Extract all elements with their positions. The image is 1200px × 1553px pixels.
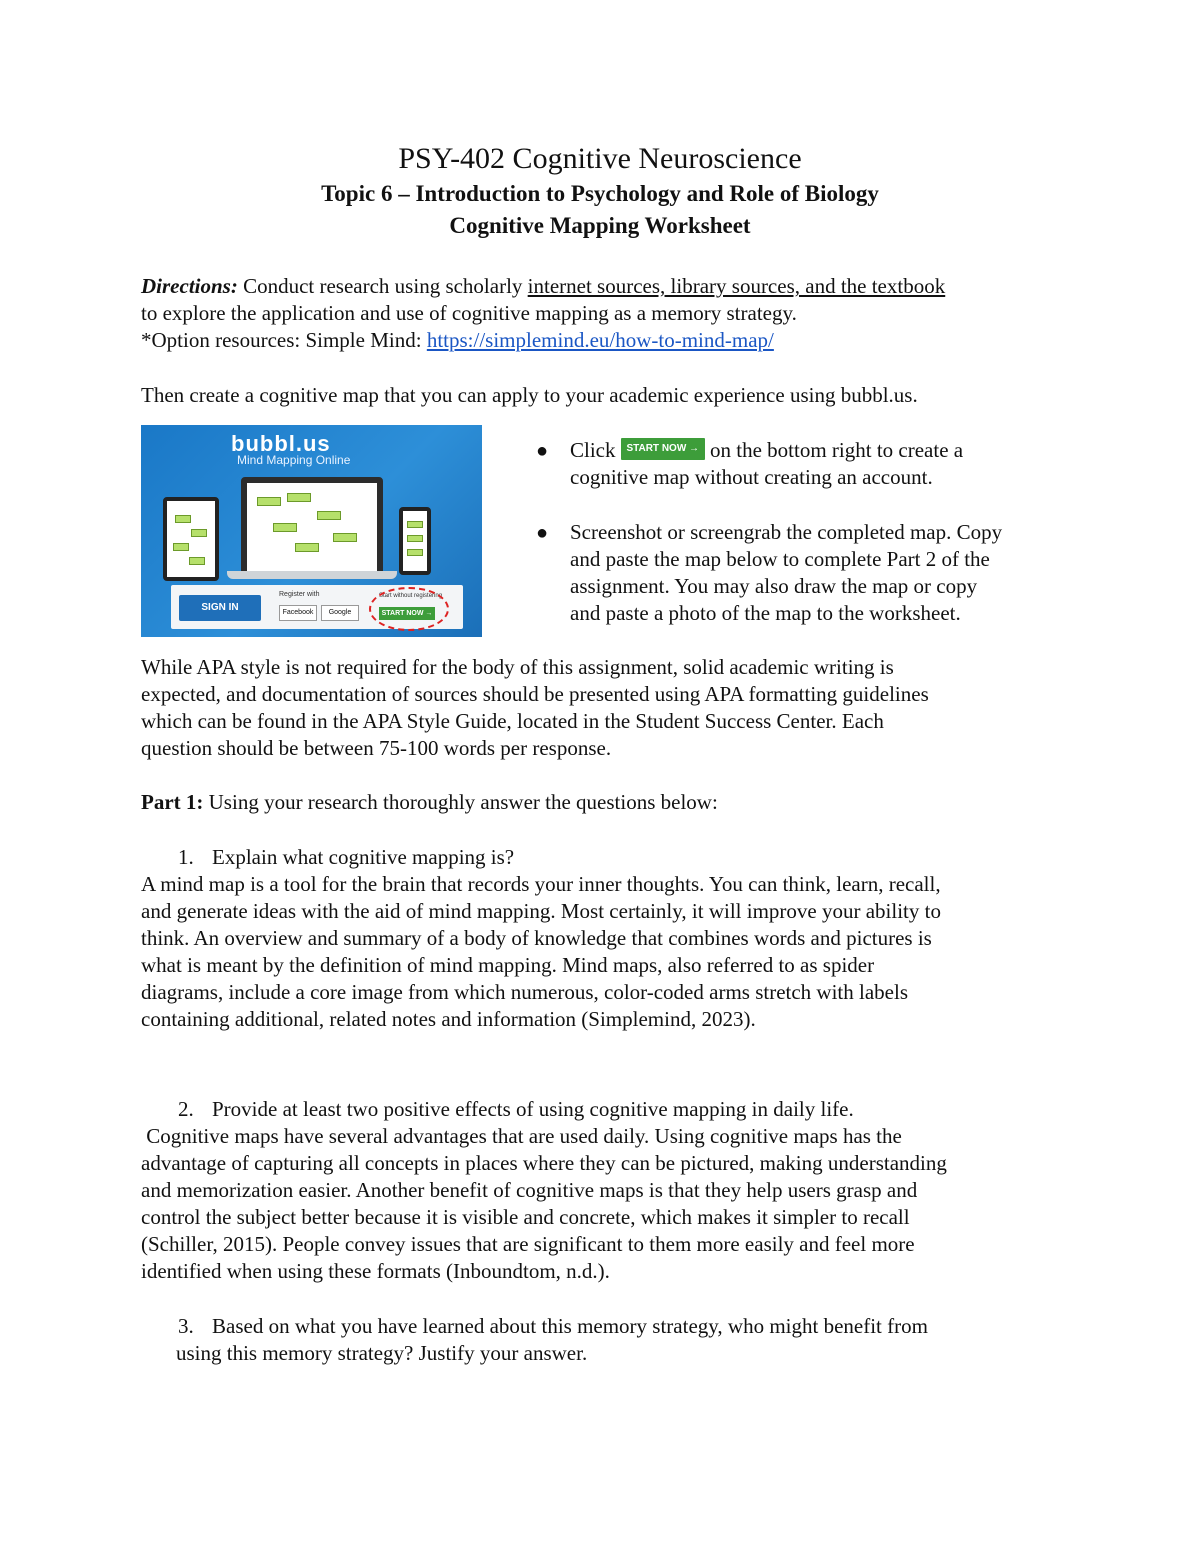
q2-question: Provide at least two positive effects of using cognitive mapping in daily life. [212, 1097, 854, 1121]
laptop-base [227, 571, 397, 579]
topic-heading: Topic 6 – Introduction to Psychology and Role of Biology [321, 181, 879, 206]
q3-question-line-1: Based on what you have learned about this memory strategy, who might benefit from [212, 1314, 928, 1338]
start-now-mini-button: START NOW → [379, 607, 435, 620]
part1-instructions: Using your research thoroughly answer the questions below: [203, 790, 718, 814]
part1-heading [141, 789, 718, 816]
bubblus-tagline: Mind Mapping Online [237, 453, 351, 467]
sources-underlined: internet sources, library sources, and the textbook [527, 274, 946, 298]
google-button: Google [321, 605, 359, 621]
q2-answer-line-6: identified when using these formats (Inboundtom, n.d.). [141, 1259, 610, 1283]
part1-label: Part 1: [141, 790, 204, 814]
bullet-dot-1: ● [536, 440, 549, 462]
bullet-2-line-2: and paste the map below to complete Part 2 of the [570, 547, 990, 571]
bottom-right-text: on the bottom right to create a [704, 438, 964, 462]
simplemind-link[interactable]: https://simplemind.eu/how-to-mind-map/ [426, 328, 774, 352]
q2-answer-line-1: Cognitive maps have several advantages that are used daily. Using cognitive maps has the [141, 1124, 902, 1148]
q2-answer-line-5: (Schiller, 2015). People convey issues that are significant to them more easily and feel more [141, 1232, 915, 1256]
click-text: Click [570, 438, 621, 462]
register-label: Register with [279, 591, 320, 598]
document-title: PSY-402 Cognitive Neuroscience [398, 142, 802, 175]
q1-answer-line-4: what is meant by the definition of mind mapping. Mind maps, also referred to as spider [141, 953, 875, 977]
q3-question-line-2: using this memory strategy? Justify your answer. [176, 1341, 588, 1365]
directions-line-3 [141, 327, 774, 354]
q1-answer-line-1: A mind map is a tool for the brain that records your inner thoughts. You can think, learn, recall, [141, 872, 941, 896]
bullet-2-line-3: assignment. You may also draw the map or copy [570, 574, 978, 598]
facebook-button: Facebook [279, 605, 317, 621]
bullet-dot-2: ● [536, 522, 549, 544]
bullet-2-line-1: Screenshot or screengrab the completed map. Copy [570, 520, 1003, 544]
q1-number: 1. [178, 845, 194, 869]
phone-device-icon [399, 507, 431, 575]
q1-question: Explain what cognitive mapping is? [212, 845, 515, 869]
q2-answer-line-3: and memorization easier. Another benefit of cognitive maps is that they help users grasp and [141, 1178, 918, 1202]
bullet-1-line-1 [570, 437, 963, 464]
bubblus-logo: bubbl.us [231, 431, 331, 456]
directions-text: Conduct research using scholarly [237, 274, 528, 298]
q2-answer-line-4: control the subject better because it is visible and concrete, which makes it simpler to recall [141, 1205, 910, 1229]
q1-answer-line-6: containing additional, related notes and information (Simplemind, 2023). [141, 1007, 756, 1031]
worksheet-heading: Cognitive Mapping Worksheet [449, 213, 751, 238]
directions-line-1 [141, 273, 945, 300]
directions-line-2: to explore the application and use of cognitive mapping as a memory strategy. [141, 301, 797, 325]
sign-in-button: SIGN IN [179, 595, 261, 621]
start-now-button-inline: START NOW → [621, 438, 705, 460]
tablet-device-icon [163, 497, 219, 581]
q2-answer-line-2: advantage of capturing all concepts in places where they can be pictured, making understanding [141, 1151, 947, 1175]
login-panel [171, 585, 463, 629]
q1-answer-line-3: think. An overview and summary of a body of knowledge that combines words and pictures is [141, 926, 932, 950]
apa-line-2: expected, and documentation of sources should be presented using APA formatting guidelines [141, 682, 929, 706]
bullet-1-line-2: cognitive map without creating an account. [570, 465, 933, 489]
highlight-circle [369, 587, 449, 631]
q1-answer-line-5: diagrams, include a core image from which numerous, color-coded arms stretch with labels [141, 980, 908, 1004]
bubblus-screenshot [141, 425, 482, 637]
laptop-device-icon [241, 477, 383, 577]
q3-number: 3. [178, 1314, 194, 1338]
bullet-2-line-4: and paste a photo of the map to the worksheet. [570, 601, 961, 625]
create-map-line: Then create a cognitive map that you can apply to your academic experience using bubbl.us. [141, 383, 918, 407]
apa-line-1: While APA style is not required for the body of this assignment, solid academic writing is [141, 655, 894, 679]
apa-line-3: which can be found in the APA Style Guide, located in the Student Success Center. Each [141, 709, 884, 733]
directions-label: Directions: [141, 274, 238, 298]
q1-answer-line-2: and generate ideas with the aid of mind mapping. Most certainly, it will improve your ability to [141, 899, 941, 923]
start-without-label: Start without registering [379, 593, 443, 599]
resources-label: *Option resources: Simple Mind: [141, 328, 427, 352]
apa-line-4: question should be between 75-100 words per response. [141, 736, 612, 760]
q2-number: 2. [178, 1097, 194, 1121]
